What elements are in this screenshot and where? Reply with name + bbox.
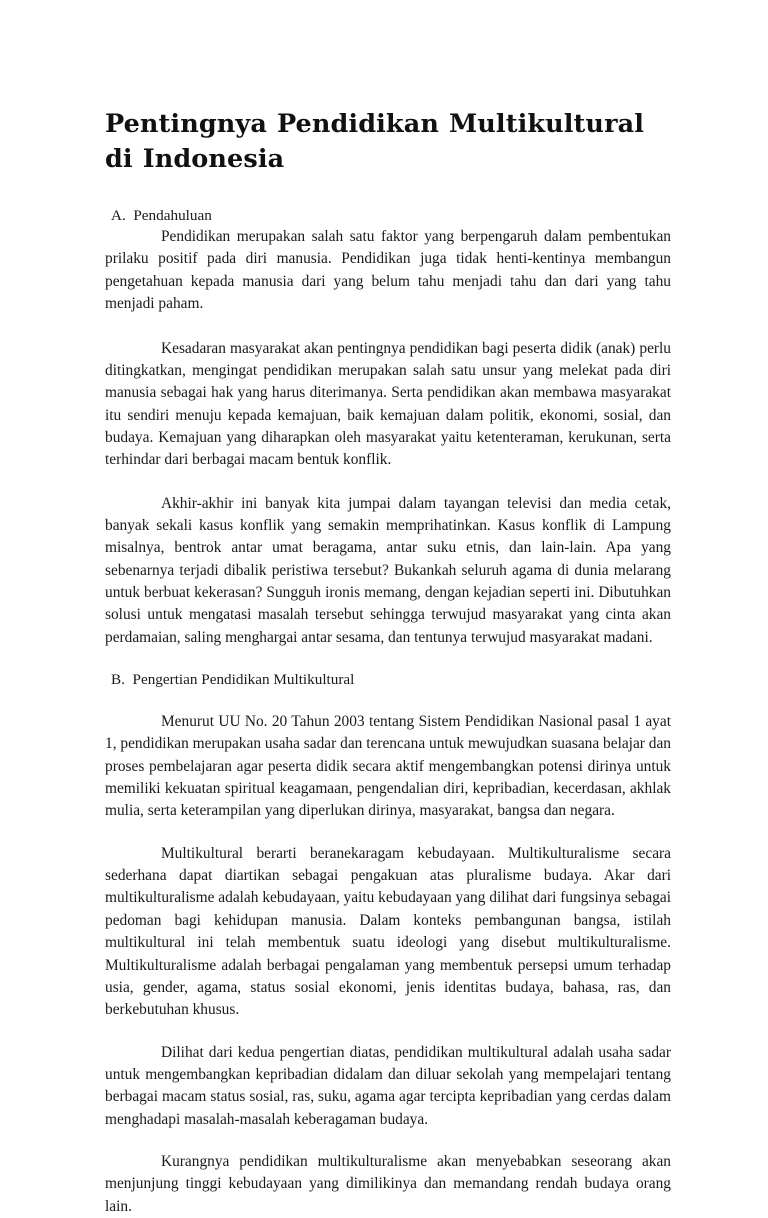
paragraph-a1: Pendidikan merupakan salah satu faktor yang berpengaruh dalam pembentukan prilaku positif pada diri manusia. Pendidikan juga tidak henti-kentinya membangun pengetahuan kepada manusia dari yang belum tahu menjadi tahu dan dari yang tahu menjadi paham. [105, 228, 671, 313]
paragraph-spacer [105, 1022, 671, 1042]
page-title: Pentingnya Pendidikan Multikultural di Indonesia [105, 109, 645, 174]
section-heading-a: A. Pendahuluan [111, 207, 212, 225]
paragraph-b3: Dilihat dari kedua pengertian diatas, pendidikan multikultural adalah usaha sadar untuk mengembangkan kepribadian didalam dan diluar sekolah yang mempelajari tentang berbagai macam status sosial, ras, suku, agama agar tercipta kepribadian yang cerdas dalam menghadapi masalah-masalah keberagaman budaya. [105, 1043, 671, 1128]
paragraph-b2: Multikultural berarti beranekaragam kebudayaan. Multikulturalisme secara sederhana dapat diartikan sebagai pengakuan atas pluralisme budaya. Akar dari multikulturalisme adalah kebudayaan, yaitu kebudayaan yang dilihat dari fungsinya sebagai pedoman bagi kehidupan manusia. Dalam konteks pembangunan bangsa, istilah multikultural ini telah membentuk suatu ideologi yang disebut multikulturalisme. Multikulturalisme adalah berbagai pengalaman yang membentuk persepsi umum terhadap usia, gender, agama, status sosial ekonomi, jenis identitas budaya, bahasa, ras, dan berkebutuhan khusus. [105, 844, 671, 1019]
paragraph-spacer [105, 690, 671, 711]
paragraph-b4: Kurangnya pendidikan multikulturalisme akan menyebabkan seseorang akan menjunjung tinggi kebudayaan yang dimilikinya dan memandang rendah budaya orang lain. [105, 1153, 671, 1215]
paragraph-a2: Kesadaran masyarakat akan pentingnya pendidikan bagi peserta didik (anak) perlu ditingkatkan, mengingat pendidikan merupakan salah satu unsur yang melekat pada diri manusia sebagai hak yang harus diterimanya. Serta pendidikan akan membawa masyarakat itu sendiri menuju kepada kemajuan, baik kemajuan dalam politik, ekonomi, sosial, dan budaya. Kemajuan yang diharapkan oleh masyarakat yaitu ketenteraman, kerukunan, serta terhindar dari berbagai macam bentuk konflik. [105, 339, 671, 469]
paragraph-spacer [105, 823, 671, 843]
paragraph-b1: Menurut UU No. 20 Tahun 2003 tentang Sistem Pendidikan Nasional pasal 1 ayat 1, pendidikan merupakan usaha sadar dan terencana untuk mewujudkan suasana belajar dan proses pembelajaran agar peserta didik secara aktif mengembangkan potensi dirinya untuk memiliki kekuatan spiritual keagamaan, pengendalian diri, kepribadian, kecerdasan, akhlak mulia, serta keterampilan yang diperlukan dirinya, masyarakat, bangsa dan negara. [105, 712, 671, 820]
paragraph-spacer [105, 472, 671, 493]
paragraph-spacer [105, 316, 671, 338]
paragraph-spacer [105, 1131, 671, 1151]
paragraph-a3: Akhir-akhir ini banyak kita jumpai dalam tayangan televisi dan media cetak, banyak sekali kasus konflik yang semakin memprihatinkan. Kasus konflik di Lampung misalnya, bentrok antar umat beragama, antar suku etnis, dan lain-lain. Apa yang sebenarnya terjadi dibalik peristiwa tersebut? Bukankah seluruh agama di dunia melarang untuk berbuat kekerasan? Sungguh ironis memang, dengan kejadian seperti ini. Dibutuhkan solusi untuk mengatasi masalah tersebut sehingga terwujud masyarakat yang cinta akan perdamaian, saling menghargai antar sesama, dan tentunya terwujud masyarakat madani. [105, 494, 671, 646]
section-heading-b: B. Pengertian Pendidikan Multikultural [111, 671, 355, 689]
page-content-column [105, 0, 671, 1218]
